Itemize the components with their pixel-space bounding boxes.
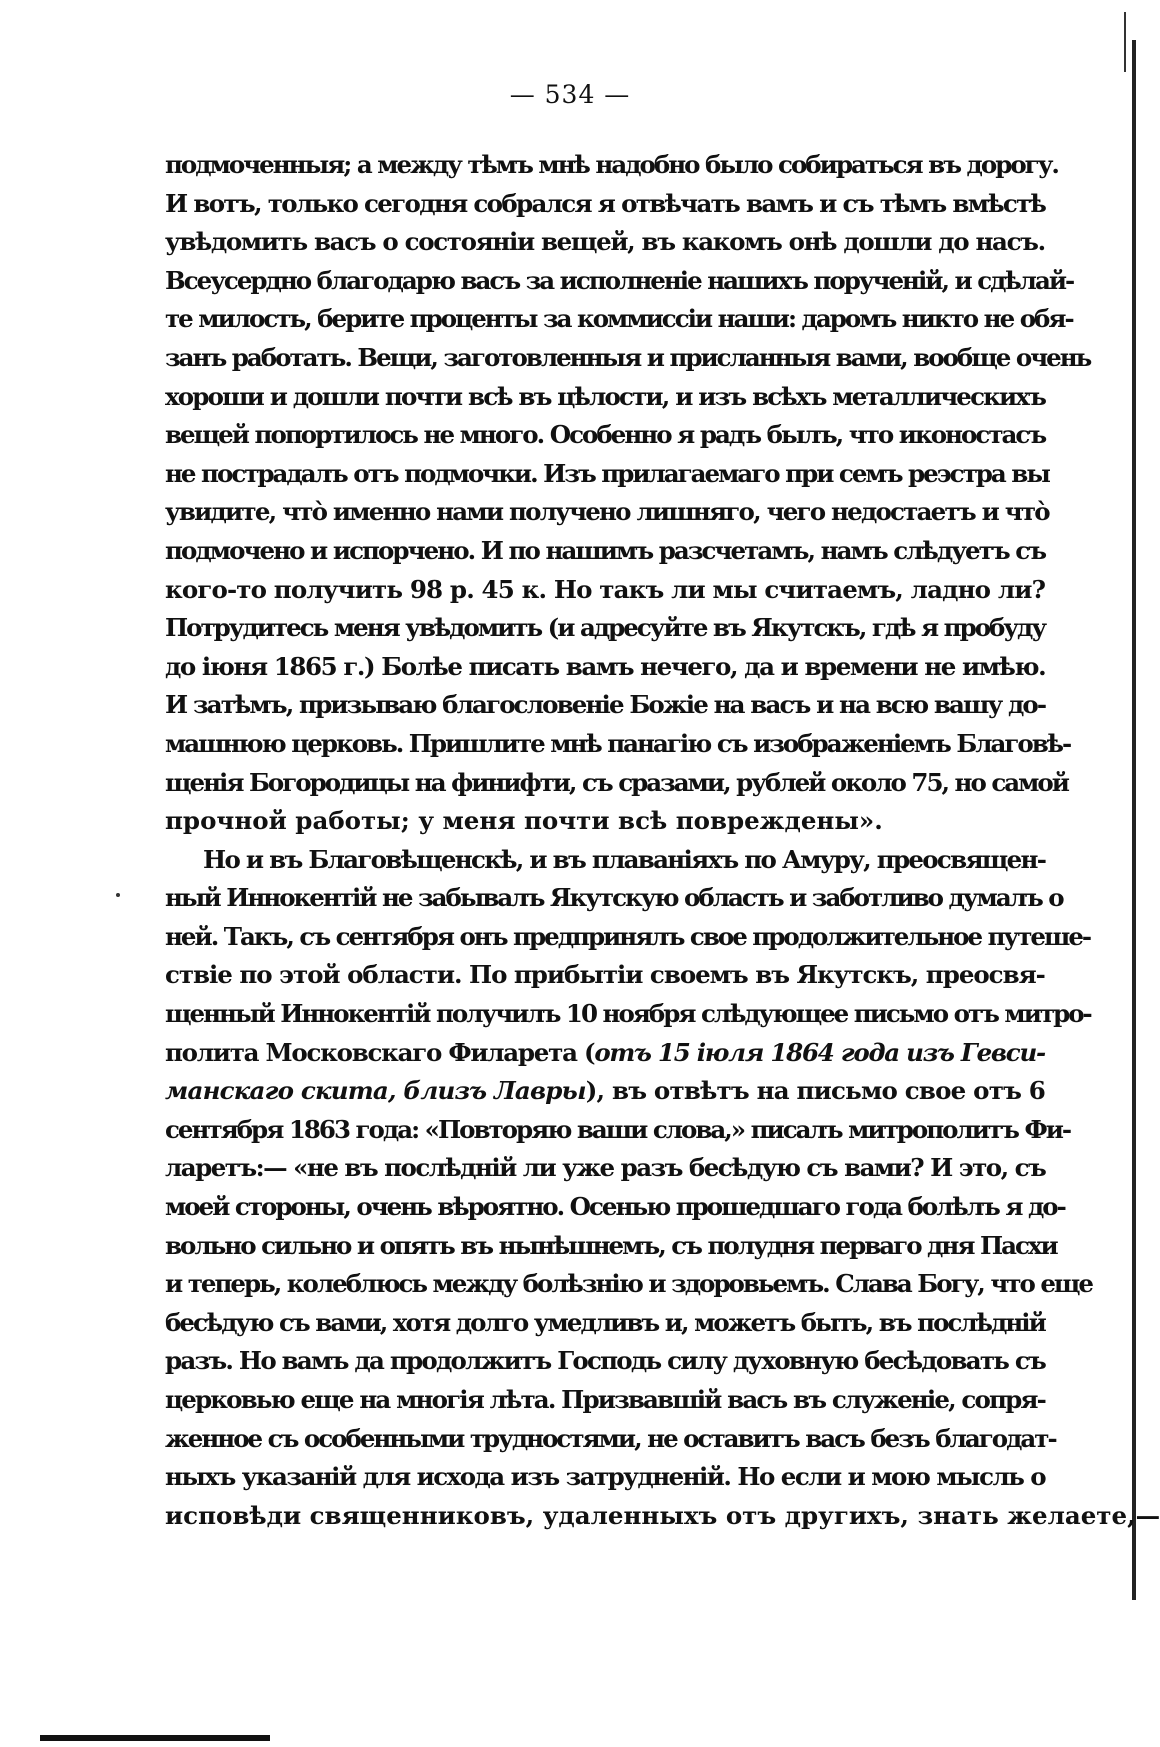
text-line [165, 648, 1045, 687]
text-line [165, 1304, 1045, 1343]
italic-text: отъ 15 іюля 1864 года изъ Гевси- [594, 1037, 1045, 1067]
text-line [165, 918, 1091, 957]
line-text: ныхъ указаній для исхода изъ затрудненій. Но если и мою мысль о [165, 1462, 1046, 1492]
text-line [165, 1458, 1045, 1497]
text-line [165, 1420, 1056, 1459]
text-line [165, 725, 1071, 764]
line-text: Всеусердно благодарю васъ за исполненіе нашихъ порученій, и сдѣлай- [165, 265, 1074, 295]
line-text: женное съ особенными трудностями, не оставитъ васъ безъ благодат- [165, 1423, 1056, 1453]
text-line [165, 1265, 1093, 1304]
line-text: до іюня 1865 г.) Болѣе писать вамъ нечего, да и времени не имѣю. [165, 651, 1046, 681]
scan-bottom-rule [40, 1735, 270, 1741]
text-line [165, 1381, 1045, 1420]
text-line [165, 956, 1045, 995]
text-line [165, 686, 1045, 725]
line-text: ный Иннокентій не забывалъ Якутскую область и заботливо думалъ о [165, 883, 1063, 913]
line-text: прочной работы; у меня почти всѣ повреждены». [165, 806, 883, 836]
line-text: и теперь, колеблюсь между болѣзнію и здоровьемъ. Слава Богу, что еще [165, 1269, 1093, 1299]
text-line [165, 1227, 1057, 1266]
line-text: ней. Такъ, съ сентября онъ предпринялъ свое продолжительное путеше- [165, 921, 1091, 951]
line-text: занъ работать. Вещи, заготовленныя и присланныя вами, вообще очень [165, 342, 1091, 372]
body-text [165, 146, 1160, 1535]
text-line [165, 300, 1073, 339]
text-line [165, 455, 1049, 494]
line-text: ), въ отвѣтъ на письмо свое отъ 6 [585, 1076, 1046, 1106]
line-text: вещей попортилось не много. Особенно я радъ былъ, что иконостасъ [165, 420, 1046, 450]
italic-text: манскаго скита, близъ Лавры [165, 1076, 586, 1106]
text-line [165, 1342, 1045, 1381]
text-line [165, 532, 1045, 571]
text-line [165, 1149, 1045, 1188]
text-line [165, 339, 1091, 378]
line-text: подмочено и испорчено. И по нашимъ разсчетамъ, намъ слѣдуетъ съ [165, 535, 1046, 565]
line-text: полита Московскаго Филарета ( [165, 1037, 595, 1067]
line-text: сентября 1863 года: «Повторяю ваши слова,» писалъ митрополитъ Фи- [165, 1114, 1071, 1144]
line-text: щенія Богородицы на финифти, съ сразами, рублей около 75, но самой [165, 767, 1068, 797]
line-text: увидите, что̀ именно нами получено лишняго, чего недостаетъ и что̀ [165, 497, 1049, 527]
line-text: те милость, берите проценты за коммиссіи наши: даромъ никто не обя- [165, 304, 1073, 334]
text-line [165, 1188, 1065, 1227]
scan-edge-rule [1132, 40, 1136, 1600]
line-text: ларетъ:— «не въ послѣдній ли уже разъ бесѣдую съ вами? И это, съ [165, 1153, 1046, 1183]
text-line [165, 1111, 1071, 1150]
line-text: хороши и дошли почти всѣ въ цѣлости, и изъ всѣхъ металлическихъ [165, 381, 1046, 411]
line-text: исповѣди священниковъ, удаленныхъ отъ другихъ, знать желаете,— [165, 1500, 1160, 1530]
line-text: вольно сильно и опять въ нынѣшнемъ, съ полудня перваго дня Пасхи [165, 1230, 1057, 1260]
text-line [165, 185, 1045, 224]
scan-edge-mark [1124, 12, 1126, 72]
paragraph-1 [165, 146, 1091, 841]
ink-speck [116, 893, 120, 897]
text-line [165, 262, 1074, 301]
line-text: увѣдомить васъ о состояніи вещей, въ какомъ онѣ дошли до насъ. [165, 227, 1045, 257]
line-text: кого-то получить 98 р. 45 к. Но такъ ли мы считаемъ, ладно ли? [165, 574, 1046, 604]
text-line [165, 571, 1045, 610]
text-line [165, 879, 1063, 918]
paragraph-2 [165, 841, 1160, 1536]
line-text: И затѣмъ, призываю благословеніе Божіе на васъ и на всю вашу до- [165, 690, 1046, 720]
line-text: церковью еще на многія лѣта. Призвавшій васъ въ служеніе, сопря- [165, 1385, 1045, 1414]
text-line [165, 416, 1045, 455]
text-line [165, 223, 1045, 262]
text-line [165, 493, 1049, 532]
text-line [165, 609, 1045, 648]
line-text: бесѣдую съ вами, хотя долго умедливъ и, можетъ быть, въ послѣдній [165, 1307, 1045, 1337]
line-text: не пострадалъ отъ подмочки. Изъ прилагаемаго при семъ реэстра вы [165, 458, 1049, 488]
line-text: ствіе по этой области. По прибытіи своемъ въ Якутскъ, преосвя- [165, 960, 1045, 990]
text-line [165, 378, 1045, 417]
line-text: Но и въ Благовѣщенскѣ, и въ плаваніяхъ по Амуру, преосвящен- [203, 844, 1046, 874]
text-line [165, 802, 1045, 841]
line-text: И вотъ, только сегодня собрался я отвѣчать вамъ и съ тѣмъ вмѣстѣ [165, 188, 1046, 218]
text-line [165, 1497, 1160, 1536]
text-line [165, 995, 1091, 1034]
line-text: Потрудитесь меня увѣдомить (и адресуйте въ Якутскъ, гдѣ я пробуду [165, 613, 1046, 643]
text-line [165, 1034, 1045, 1073]
line-text: подмоченныя; а между тѣмъ мнѣ надобно было собираться въ дорогу. [165, 150, 1058, 179]
line-text: разъ. Но вамъ да продолжитъ Господь силу духовную бесѣдовать съ [165, 1346, 1046, 1376]
text-line [165, 1072, 1045, 1111]
text-line [165, 764, 1068, 803]
line-text: щенный Иннокентій получилъ 10 ноября слѣдующее письмо отъ митро- [165, 999, 1091, 1029]
line-text: машнюю церковь. Пришлите мнѣ панагію съ изображеніемъ Благовѣ- [165, 728, 1071, 758]
page-number: — 534 — [509, 80, 631, 109]
line-text: моей стороны, очень вѣроятно. Осенью прошедшаго года болѣлъ я до- [165, 1192, 1065, 1222]
text-line [165, 841, 1045, 880]
text-line [165, 146, 1058, 185]
